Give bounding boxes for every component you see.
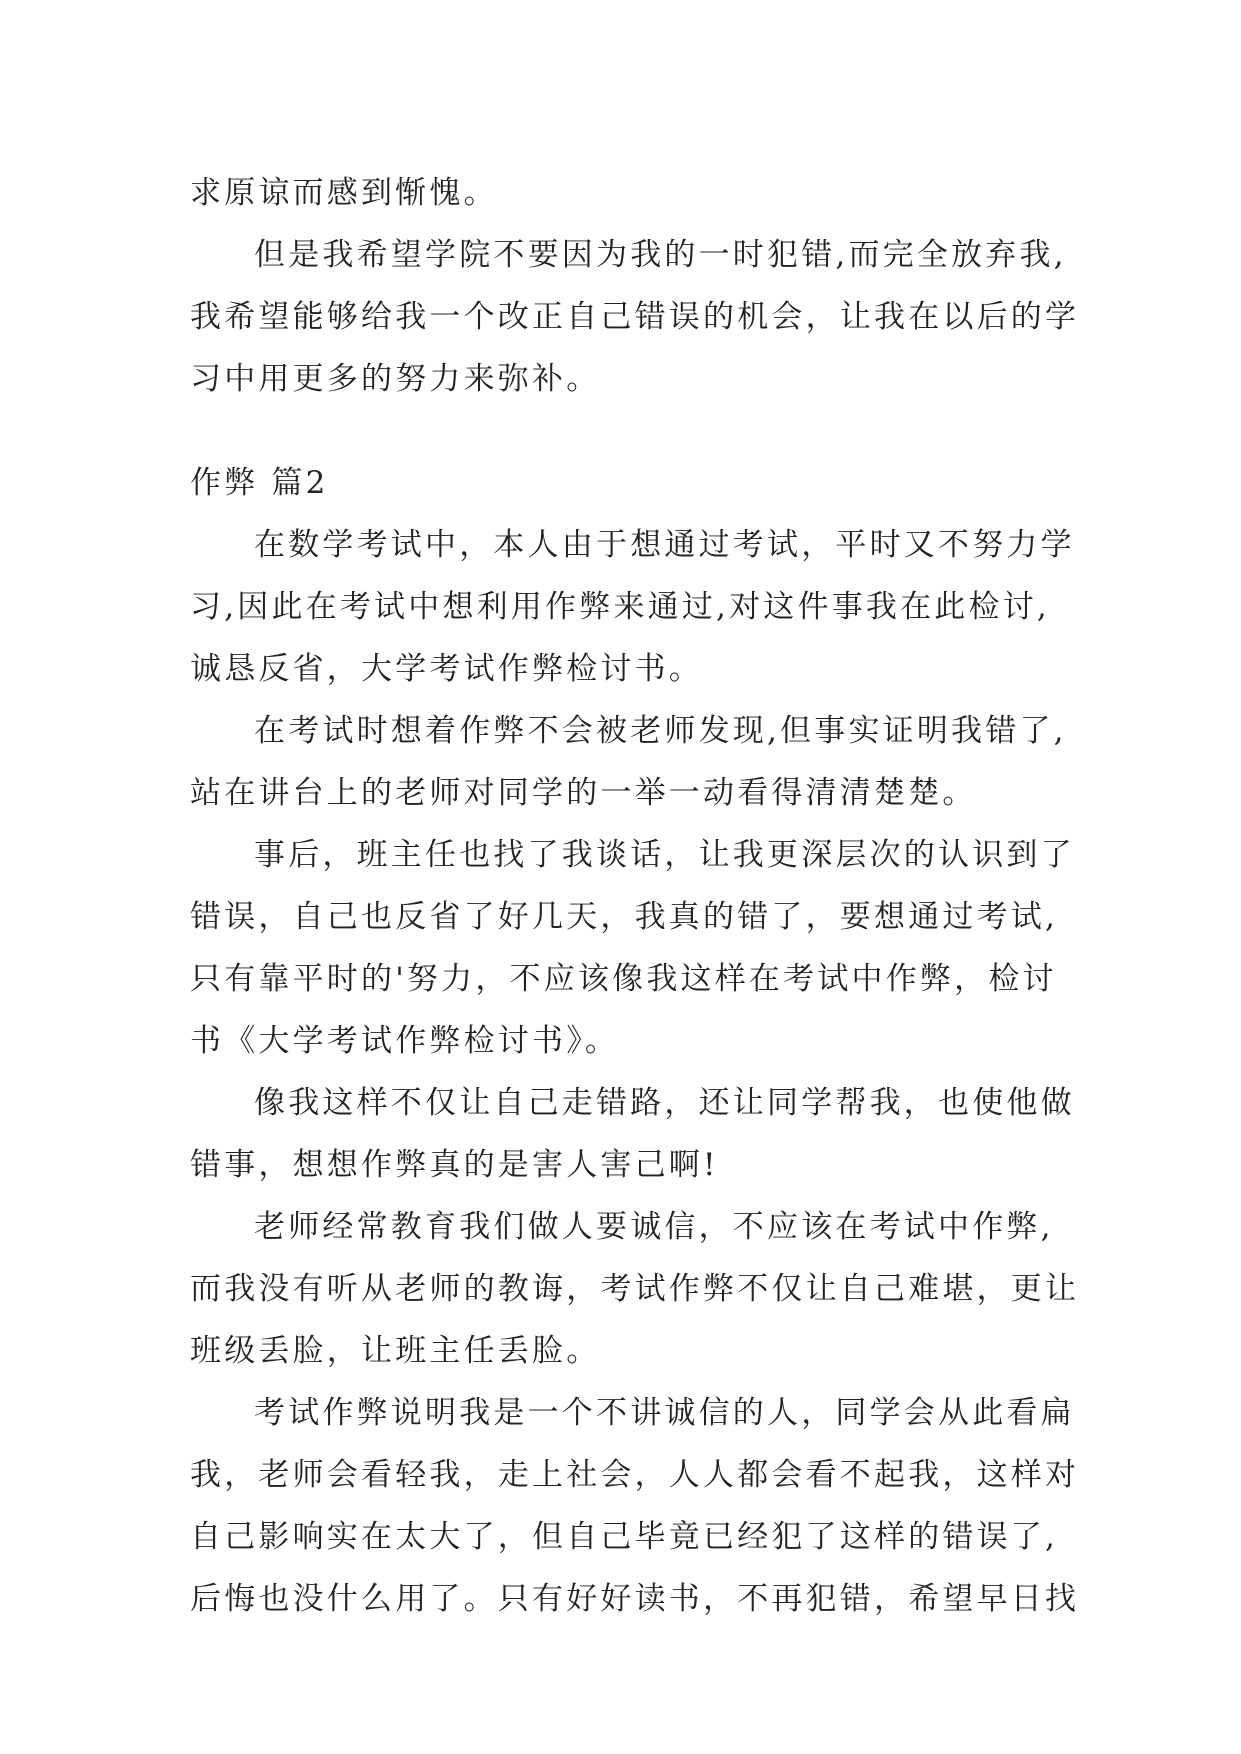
section-spacer: [190, 410, 1090, 452]
paragraph: [190, 1196, 1090, 1382]
paragraph-line: 后悔也没什么用了。只有好好读书，不再犯错，希望早日找: [190, 1581, 1080, 1617]
paragraph: [190, 162, 1090, 224]
paragraph-line: 习中用更多的努力来弥补。: [190, 361, 601, 397]
paragraph-line: 错误，自己也反省了好几天，我真的错了，要想通过考试,: [190, 899, 1059, 935]
document-body: [190, 162, 1090, 1630]
paragraph-line: 我希望能够给我一个改正自己错误的机会，让我在以后的学: [190, 299, 1080, 335]
paragraph-line: 而我没有听从老师的教诲，考试作弊不仅让自己难堪，更让: [190, 1271, 1080, 1307]
section-heading: 作弊 篇2: [190, 465, 329, 501]
paragraph-line: 错事，想想作弊真的是害人害己啊!: [190, 1147, 719, 1183]
paragraph: [190, 1382, 1090, 1630]
paragraph: [190, 224, 1090, 410]
paragraph: [190, 1072, 1090, 1196]
paragraph-line: 求原谅而感到惭愧。: [190, 175, 498, 211]
paragraph-line: 事后，班主任也找了我谈话，让我更深层次的认识到了: [254, 837, 1075, 873]
paragraph: [190, 700, 1090, 824]
paragraph-line: 书《大学考试作弊检讨书》。: [190, 1023, 620, 1059]
paragraph-line: 我，老师会看轻我，走上社会，人人都会看不起我，这样对: [190, 1457, 1080, 1493]
paragraph-line: 习,因此在考试中想利用作弊来通过,对这件事我在此检讨,: [190, 589, 1050, 625]
paragraph-line: 班级丢脸，让班主任丢脸。: [190, 1333, 601, 1369]
paragraph-line: 考试作弊说明我是一个不讲诚信的人，同学会从此看扁: [254, 1395, 1075, 1431]
paragraph-line: 在数学考试中，本人由于想通过考试，平时又不努力学: [254, 527, 1075, 563]
paragraph-line: 自己影响实在太大了，但自己毕竟已经犯了这样的错误了,: [190, 1519, 1059, 1555]
paragraph-line: 诚恳反省，大学考试作弊检讨书。: [190, 651, 703, 687]
paragraph-line: 但是我希望学院不要因为我的一时犯错,而完全放弃我,: [254, 237, 1067, 273]
paragraph-line: 像我这样不仅让自己走错路，还让同学帮我，也使他做: [254, 1085, 1075, 1121]
paragraph-line: 只有靠平时的'努力，不应该像我这样在考试中作弊，检讨: [190, 961, 1057, 997]
paragraph-line: 站在讲台上的老师对同学的一举一动看得清清楚楚。: [190, 775, 977, 811]
paragraph-line: 在考试时想着作弊不会被老师发现,但事实证明我错了,: [254, 713, 1067, 749]
paragraph: [190, 824, 1090, 1072]
paragraph: [190, 514, 1090, 700]
paragraph-line: 老师经常教育我们做人要诚信，不应该在考试中作弊,: [254, 1209, 1054, 1245]
